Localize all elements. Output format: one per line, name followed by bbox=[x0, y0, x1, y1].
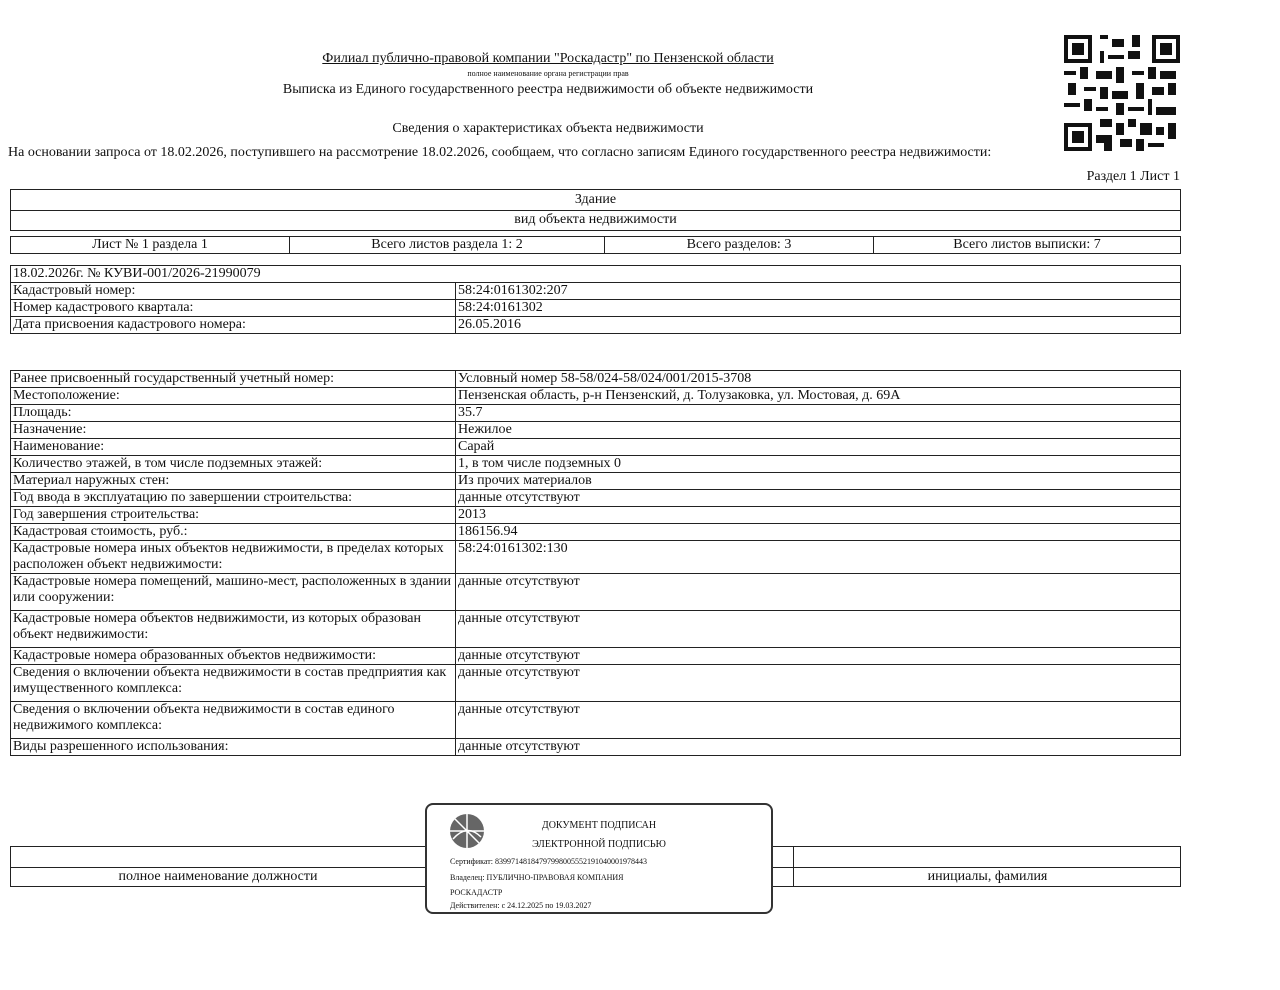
table-row bbox=[11, 405, 1181, 422]
row-value: 186156.94 bbox=[456, 524, 1181, 541]
table-row bbox=[11, 541, 1181, 574]
table-row bbox=[11, 371, 1181, 388]
section-title: Сведения о характеристиках объекта недвижимости bbox=[392, 121, 704, 136]
row-key: Кадастровые номера иных объектов недвижимости, в пределах которых расположен объект недвижимости: bbox=[11, 541, 456, 574]
row-key: Кадастровые номера образованных объектов недвижимости: bbox=[11, 648, 456, 665]
row-value: Нежилое bbox=[456, 422, 1181, 439]
table-row bbox=[11, 665, 1181, 702]
organization-name: Филиал публично-правовой компании "Роскадастр" по Пензенской области bbox=[322, 51, 774, 66]
table-row bbox=[11, 473, 1181, 490]
row-value: данные отсутствуют bbox=[456, 702, 1181, 739]
row-value: Пензенская область, р-н Пензенский, д. Толузаковка, ул. Мостовая, д. 69А bbox=[456, 388, 1181, 405]
qr-code-icon bbox=[1064, 35, 1180, 151]
row-value: Условный номер 58-58/024-58/024/001/2015-3708 bbox=[456, 371, 1181, 388]
row-value: 35.7 bbox=[456, 405, 1181, 422]
row-key: Кадастровые номера объектов недвижимости, из которых образован объект недвижимости: bbox=[11, 611, 456, 648]
table-row bbox=[11, 439, 1181, 456]
stamp-owner: Владелец: ПУБЛИЧНО-ПРАВОВАЯ КОМПАНИЯ bbox=[450, 873, 624, 882]
row-key: Материал наружных стен: bbox=[11, 473, 456, 490]
row-key: Местоположение: bbox=[11, 388, 456, 405]
table-row bbox=[11, 739, 1181, 756]
table-row bbox=[11, 422, 1181, 439]
row-key: Наименование: bbox=[11, 439, 456, 456]
table-row bbox=[11, 283, 1181, 300]
row-key: Назначение: bbox=[11, 422, 456, 439]
table-row bbox=[11, 702, 1181, 739]
row-key: Год завершения строительства: bbox=[11, 507, 456, 524]
row-key: Кадастровый номер: bbox=[11, 283, 456, 300]
table-row bbox=[11, 574, 1181, 611]
row-key: Кадастровые номера помещений, машино-мест, расположенных в здании или сооружении: bbox=[11, 574, 456, 611]
row-key: Виды разрешенного использования: bbox=[11, 739, 456, 756]
document-number: 18.02.2026г. № КУВИ-001/2026-21990079 bbox=[11, 266, 1181, 283]
row-value: данные отсутствуют bbox=[456, 648, 1181, 665]
sheet-info-sections: Всего разделов: 3 bbox=[605, 237, 874, 254]
row-value: данные отсутствуют bbox=[456, 574, 1181, 611]
organization-caption: полное наименование органа регистрации прав bbox=[467, 69, 629, 78]
row-key: Дата присвоения кадастрового номера: bbox=[11, 317, 456, 334]
table-row bbox=[11, 300, 1181, 317]
row-value: данные отсутствуют bbox=[456, 665, 1181, 702]
stamp-line2: ЭЛЕКТРОННОЙ ПОДПИСЬЮ bbox=[532, 839, 666, 850]
table-row bbox=[11, 317, 1181, 334]
extract-title: Выписка из Единого государственного реестра недвижимости об объекте недвижимости bbox=[282, 82, 814, 97]
name-caption: инициалы, фамилия bbox=[927, 869, 1048, 884]
sheet-info-total-sheets: Всего листов выписки: 7 bbox=[874, 237, 1181, 254]
table-row bbox=[11, 524, 1181, 541]
row-value: 1, в том числе подземных 0 bbox=[456, 456, 1181, 473]
page-reference: Раздел 1 Лист 1 bbox=[1086, 169, 1180, 184]
row-value: 58:24:0161302:207 bbox=[456, 283, 1181, 300]
stamp-validity: Действителен: с 24.12.2025 по 19.03.2027 bbox=[450, 901, 592, 910]
details-table bbox=[10, 370, 1181, 756]
table-row bbox=[11, 648, 1181, 665]
stamp-owner-name: РОСКАДАСТР bbox=[450, 888, 503, 897]
table-row bbox=[11, 388, 1181, 405]
row-value: 58:24:0161302:130 bbox=[456, 541, 1181, 574]
row-value: данные отсутствуют bbox=[456, 739, 1181, 756]
table-row bbox=[11, 611, 1181, 648]
sheet-info-sheet: Лист № 1 раздела 1 bbox=[11, 237, 290, 254]
row-key: Сведения о включении объекта недвижимости в состав единого недвижимого комплекса: bbox=[11, 702, 456, 739]
position-caption: полное наименование должности bbox=[118, 869, 318, 884]
row-key: Сведения о включении объекта недвижимости в состав предприятия как имущественного комплекса: bbox=[11, 665, 456, 702]
object-type-box bbox=[10, 189, 1181, 231]
sheet-info-section-sheets: Всего листов раздела 1: 2 bbox=[290, 237, 605, 254]
row-value: 26.05.2016 bbox=[456, 317, 1181, 334]
row-key: Кадастровая стоимость, руб.: bbox=[11, 524, 456, 541]
row-value: данные отсутствуют bbox=[456, 611, 1181, 648]
object-type-caption: вид объекта недвижимости bbox=[514, 212, 677, 227]
cadastral-table bbox=[10, 265, 1181, 334]
stamp-line1: ДОКУМЕНТ ПОДПИСАН bbox=[541, 820, 657, 831]
row-value: 2013 bbox=[456, 507, 1181, 524]
stamp-certificate: Сертификат: 83997148184797998005552191040001978443 bbox=[450, 857, 647, 866]
table-row bbox=[11, 490, 1181, 507]
sheet-info-table bbox=[10, 236, 1181, 254]
row-key: Год ввода в эксплуатацию по завершении строительства: bbox=[11, 490, 456, 507]
row-key: Количество этажей, в том числе подземных этажей: bbox=[11, 456, 456, 473]
basis-text: На основании запроса от 18.02.2026, поступившего на рассмотрение 18.02.2026, сообщаем, что согласно записям Единого государственного реестра недвижимости: bbox=[8, 145, 992, 160]
object-type: Здание bbox=[574, 192, 617, 207]
row-value: данные отсутствуют bbox=[456, 490, 1181, 507]
row-key: Ранее присвоенный государственный учетный номер: bbox=[11, 371, 456, 388]
row-value: Из прочих материалов bbox=[456, 473, 1181, 490]
table-row bbox=[11, 456, 1181, 473]
table-row bbox=[11, 507, 1181, 524]
e-signature-stamp bbox=[425, 803, 773, 914]
row-value: 58:24:0161302 bbox=[456, 300, 1181, 317]
row-key: Площадь: bbox=[11, 405, 456, 422]
row-value: Сарай bbox=[456, 439, 1181, 456]
row-key: Номер кадастрового квартала: bbox=[11, 300, 456, 317]
